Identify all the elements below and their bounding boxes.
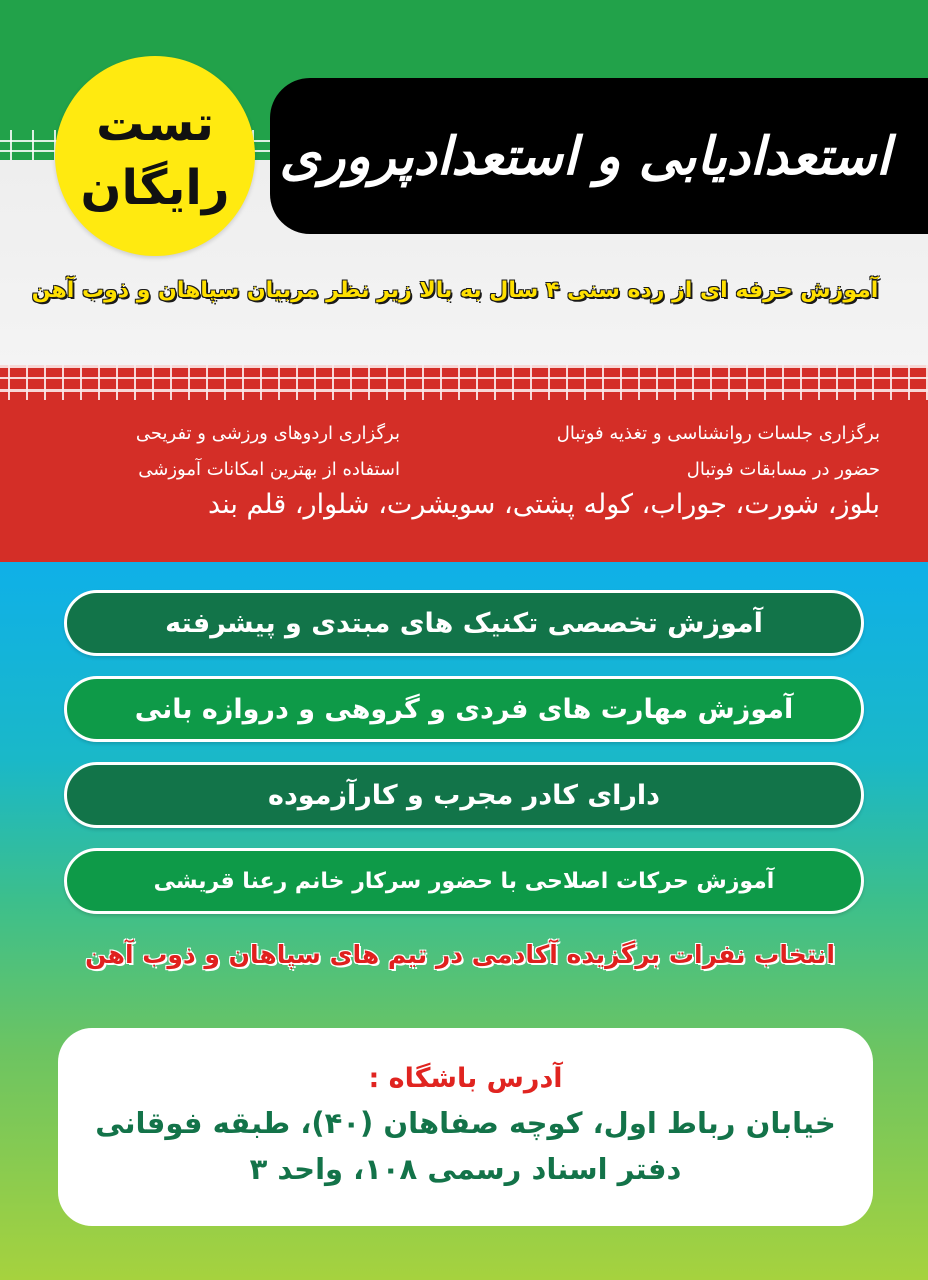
selection-headline: انتخاب نفرات برگزیده آکادمی در تیم های سپاهان و ذوب آهن [85, 940, 835, 969]
address-card [58, 1028, 873, 1226]
badge-line-1: تست [96, 96, 214, 152]
highlight-pill: آموزش تخصصی تکنیک های مبتدی و پیشرفته [64, 590, 864, 656]
highlights [64, 590, 864, 934]
badge-line-2: رایگان [80, 160, 230, 216]
feature-item: حضور در مسابقات فوتبال [686, 458, 880, 480]
flag-pattern-red [0, 365, 928, 400]
address-line-1: خیابان رباط اول، کوچه صفاهان (۴۰)، طبقه فوقانی [95, 1105, 836, 1140]
page-title: استعدادیابی و استعدادپروری [279, 125, 891, 187]
title-banner [270, 78, 928, 234]
address-line-2: دفتر اسناد رسمی ۱۰۸، واحد ۳ [249, 1151, 682, 1186]
feature-item: استفاده از بهترین امکانات آموزشی [138, 458, 400, 480]
free-test-badge [55, 56, 255, 256]
feature-item: برگزاری اردوهای ورزشی و تفریحی [135, 422, 400, 444]
highlight-pill: آموزش مهارت های فردی و گروهی و دروازه بانی [64, 676, 864, 742]
highlight-pill: دارای کادر مجرب و کارآزموده [64, 762, 864, 828]
features-list [40, 415, 880, 520]
feature-item: برگزاری جلسات روانشناسی و تغذیه فوتبال [556, 422, 880, 444]
highlight-pill: آموزش حرکات اصلاحی با حضور سرکار خانم رعنا قریشی [64, 848, 864, 914]
address-title: آدرس باشگاه : [368, 1062, 563, 1094]
subtitle: آموزش حرفه ای از رده سنی ۴ سال به بالا زیر نظر مربیان سپاهان و ذوب آهن [31, 278, 879, 303]
clothing-list: بلوز، شورت، جوراب، کوله پشتی، سویشرت، شلوار، قلم بند [208, 489, 880, 520]
